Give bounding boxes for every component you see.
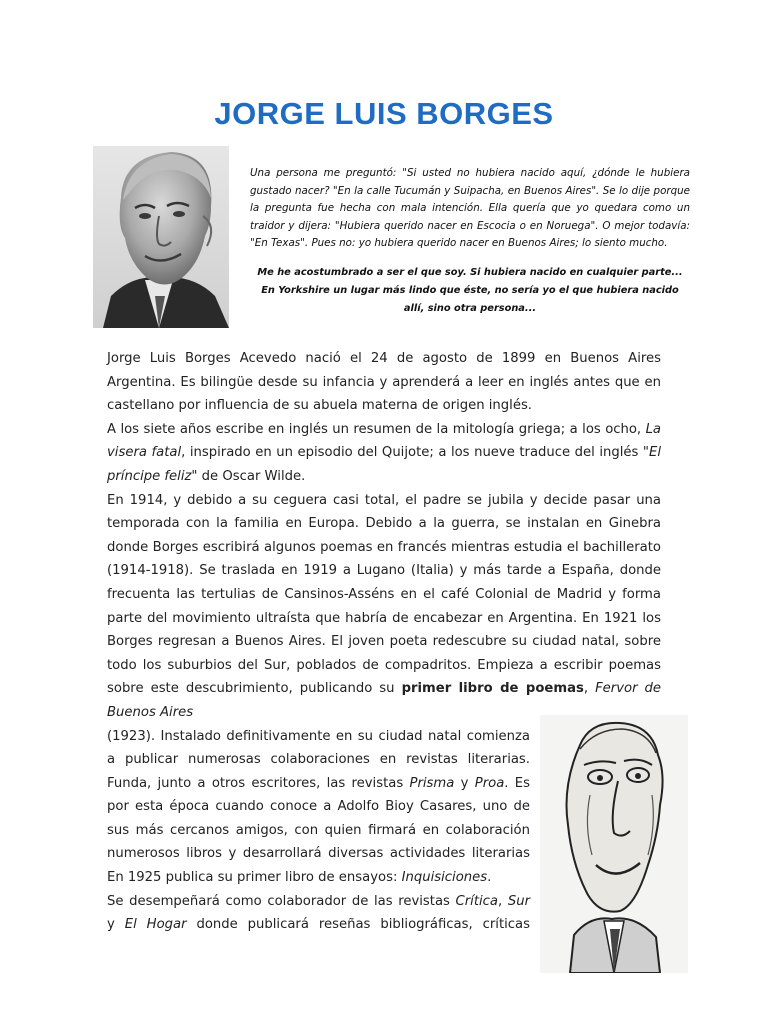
paragraph-europe: En 1914, y debido a su ceguera casi total, el padre se jubila y decide pasar una temporada con la familia en Europa. Debido a la guerra, se instalan en Ginebra donde Borges escribirá algunos poemas en francés mientras estudia el bachillerato (1914-1918). Se traslada en 1919 a Lugano (Italia) y más tarde a España, donde frecuenta las tertulias de Cansinos-Asséns en el café Colonial de Madrid y forma parte del movimiento ultraísta que habría de encabezar en Argentina. En 1921 los Borges regresan a Buenos Aires. El joven poeta redescubre su ciudad natal, sobre todo los suburbios del Sur, poblados de compadritos. Empieza a escribir poemas sobre este descubrimiento, publicando su primer libro de poemas, Fervor de Buenos Aires (107, 492, 662, 720)
book-title-inquisiciones: Inquisiciones (401, 870, 488, 886)
caricature-drawing (540, 715, 688, 973)
paragraph-childhood: A los siete años escribe en inglés un resumen de la mitología griega; a los ocho, La visera fatal, inspirado en un episodio del Quijote; a los nueve traduce del inglés "El príncipe feliz" de Oscar Wilde. (107, 421, 661, 484)
magazine-el-hogar: El Hogar (124, 917, 187, 933)
magazine-sur: Sur (507, 893, 530, 909)
paragraph-birth: Jorge Luis Borges Acevedo nació el 24 de agosto de 1899 en Buenos Aires Argentina. Es bilingüe desde su infancia y aprenderá a leer en inglés antes que en castellano por influencia de su abuela materna de origen inglés. (107, 351, 661, 414)
book-title-visera: La visera fatal (107, 421, 661, 461)
paragraph-magazines: Se desempeñará como colaborador de las revistas Crítica, Sur y El Hogar donde publicará reseñas bibliográficas, críticas (107, 893, 531, 933)
book-title-fervor: Fervor de Buenos Aires (107, 681, 662, 720)
quote-text: Una persona me preguntó: "Si usted no hubiera nacido aquí, ¿dónde le hubiera gustado nacer? "En la calle Tucumán y Suipacha, en Buenos Aires". Se lo dije porque la pregunta fue hecha con mala intención. Ella quería que yo quedara como un traidor y dijera: "Hubiera querido nacer en Escocia o en Noruega". O mejor todavía: "En Texas". Pues no: yo hubiera querido nacer en Buenos Aires; lo siento mucho. (250, 167, 690, 250)
portrait-photo (93, 146, 229, 328)
paragraph-return: (1923). Instalado definitivamente en su ciudad natal comienza a publicar numerosas colaboraciones en revistas literarias. Funda, junto a otros escritores, las revistas Prisma y Proa. Es por esta época cuando conoce a Adolfo Bioy Casares, uno de sus más cercanos amigos, con quien firmará en colaboración numerosos libros y desarrollará diversas actividades literarias En 1925 publica su primer libro de ensayos: Inquisiciones. (107, 728, 530, 886)
quote-bold-text: Me he acostumbrado a ser el que soy. Si hubiera nacido en cualquier parte... En Yorkshire un lugar más lindo que éste, no sería yo el que hubiera nacido allí, sino otra persona... (257, 267, 683, 314)
highlight-first-book: primer libro de poemas (401, 681, 584, 697)
magazine-critica: Crítica (455, 893, 499, 909)
magazine-proa: Proa (474, 775, 505, 791)
page-title: JORGE LUIS BORGES (214, 96, 554, 131)
book-title-principe: El príncipe feliz (107, 445, 661, 484)
magazine-prisma: Prisma (409, 775, 455, 791)
